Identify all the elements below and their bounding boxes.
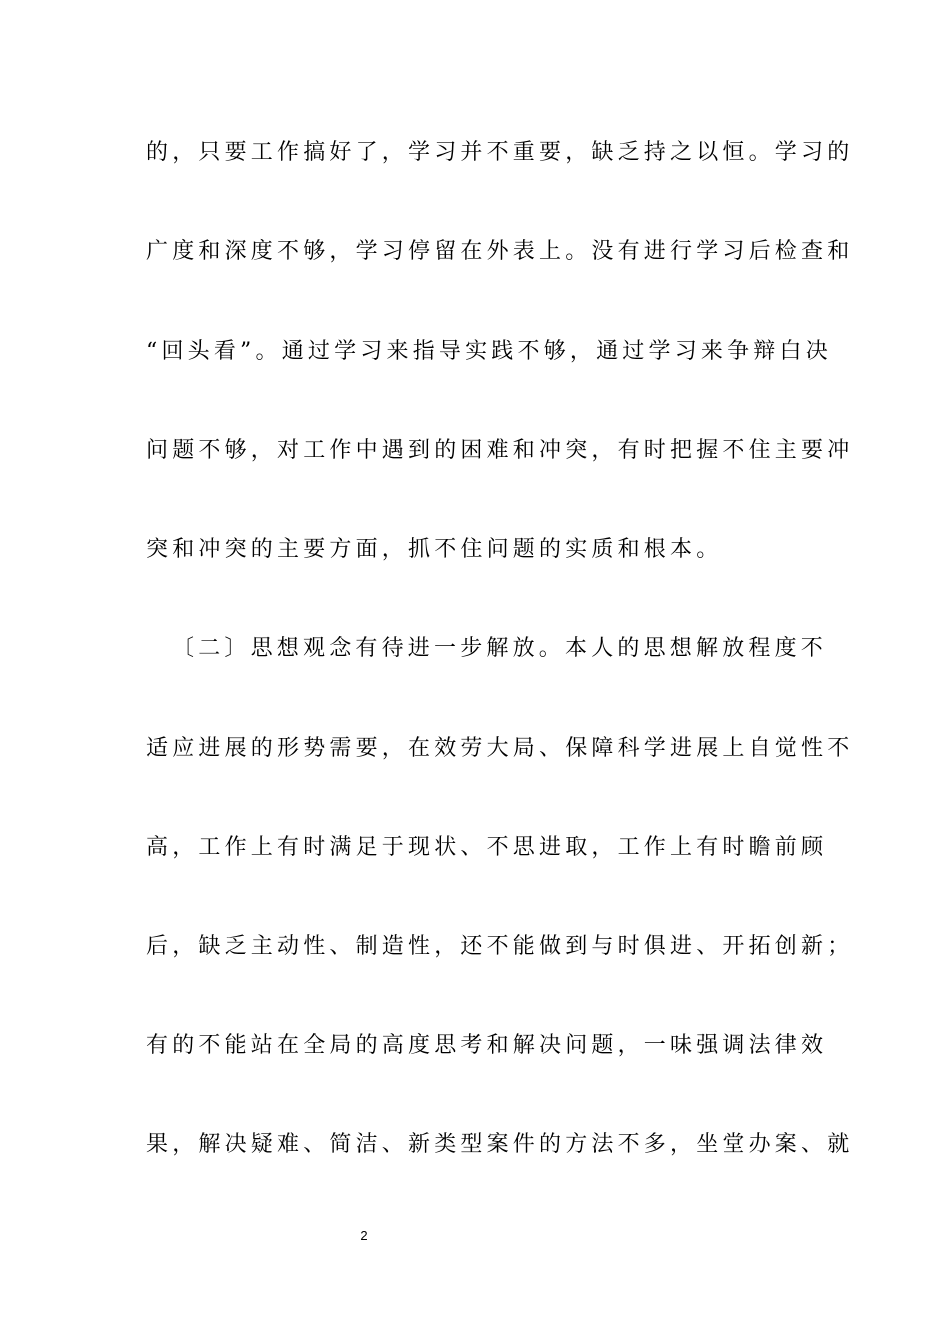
text-line-10: 有的不能站在全局的高度思考和解决问题，一味强调法律效 xyxy=(146,1033,828,1058)
page-number: 2 xyxy=(360,1228,368,1243)
text-line-4: 问题不够，对工作中遇到的困难和冲突，有时把握不住主要冲 xyxy=(146,438,854,463)
text-line-1: 的，只要工作搞好了，学习并不重要，缺乏持之以恒。学习的 xyxy=(146,140,854,165)
text-line-7: 适应进展的形势需要，在效劳大局、保障科学进展上自觉性不 xyxy=(146,736,854,761)
text-line-5: 突和冲突的主要方面，抓不住问题的实质和根本。 xyxy=(146,537,723,562)
text-line-8: 高，工作上有时满足于现状、不思进取，工作上有时瞻前顾 xyxy=(146,835,828,860)
text-line-9: 后，缺乏主动性、制造性，还不能做到与时俱进、开拓创新； xyxy=(146,934,854,959)
text-line-3: “回头看”。通过学习来指导实践不够，通过学习来争辩白决 xyxy=(146,339,832,364)
text-line-11: 果，解决疑难、简洁、新类型案件的方法不多，坐堂办案、就 xyxy=(146,1132,854,1157)
text-line-2: 广度和深度不够，学习停留在外表上。没有进行学习后检查和 xyxy=(146,239,854,264)
text-line-6: 〔二〕思想观念有待进一步解放。本人的思想解放程度不 xyxy=(172,636,828,661)
